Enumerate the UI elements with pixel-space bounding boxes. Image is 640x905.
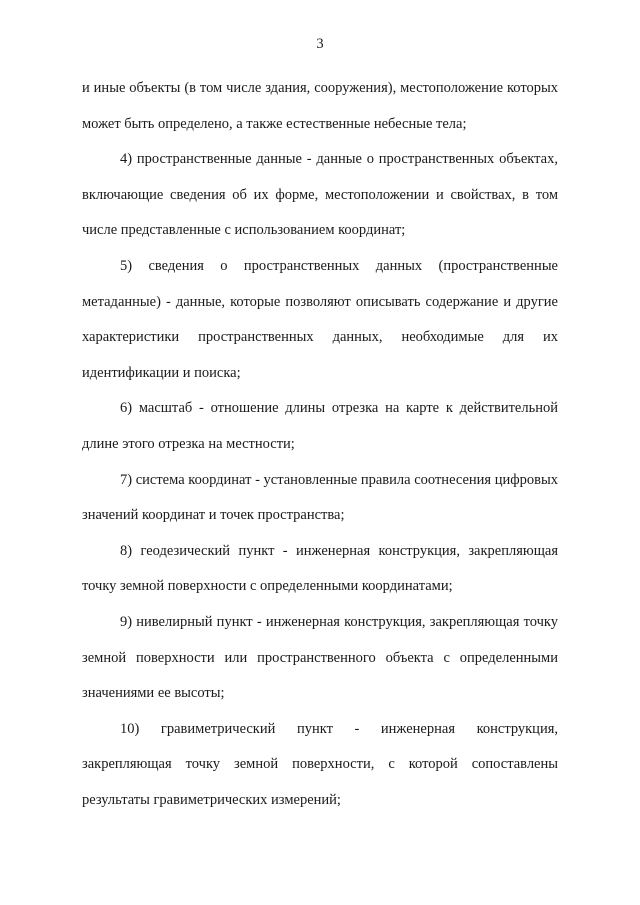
paragraph-4: 6) масштаб - отношение длины отрезка на карте к действительной длине этого отрезка на местности;: [82, 400, 558, 452]
page-number: 3: [316, 36, 324, 52]
paragraph-7: 9) нивелирный пункт - инженерная конструкция, закрепляющая точку земной поверхности или пространственного объекта с определенными значениями ее высоты;: [82, 613, 558, 702]
paragraph-2: 4) пространственные данные - данные о пространственных объектах, включающие сведения об их форме, местоположении и свойствах, в том числе представленные с использованием координат;: [82, 151, 558, 239]
paragraph-1: и иные объекты (в том числе здания, сооружения), местоположение которых может быть определено, а также естественные небесные тела;: [82, 80, 558, 132]
document-body: [82, 71, 558, 818]
paragraph-5: 7) система координат - установленные правила соотнесения цифровых значений координат и точек пространства;: [82, 471, 558, 524]
paragraph-3: 5) сведения о пространственных данных (пространственные метаданные) - данные, которые позволяют описывать содержание и другие характеристики пространственных данных, необходимые для их идентификации и поиска;: [82, 257, 558, 381]
paragraph-8: 10) гравиметрический пункт - инженерная конструкция, закрепляющая точку земной поверхности, с которой сопоставлены результаты гравиметрических измерений;: [82, 720, 558, 808]
paragraph-6: 8) геодезический пункт - инженерная конструкция, закрепляющая точку земной поверхности с определенными координатами;: [82, 542, 558, 595]
